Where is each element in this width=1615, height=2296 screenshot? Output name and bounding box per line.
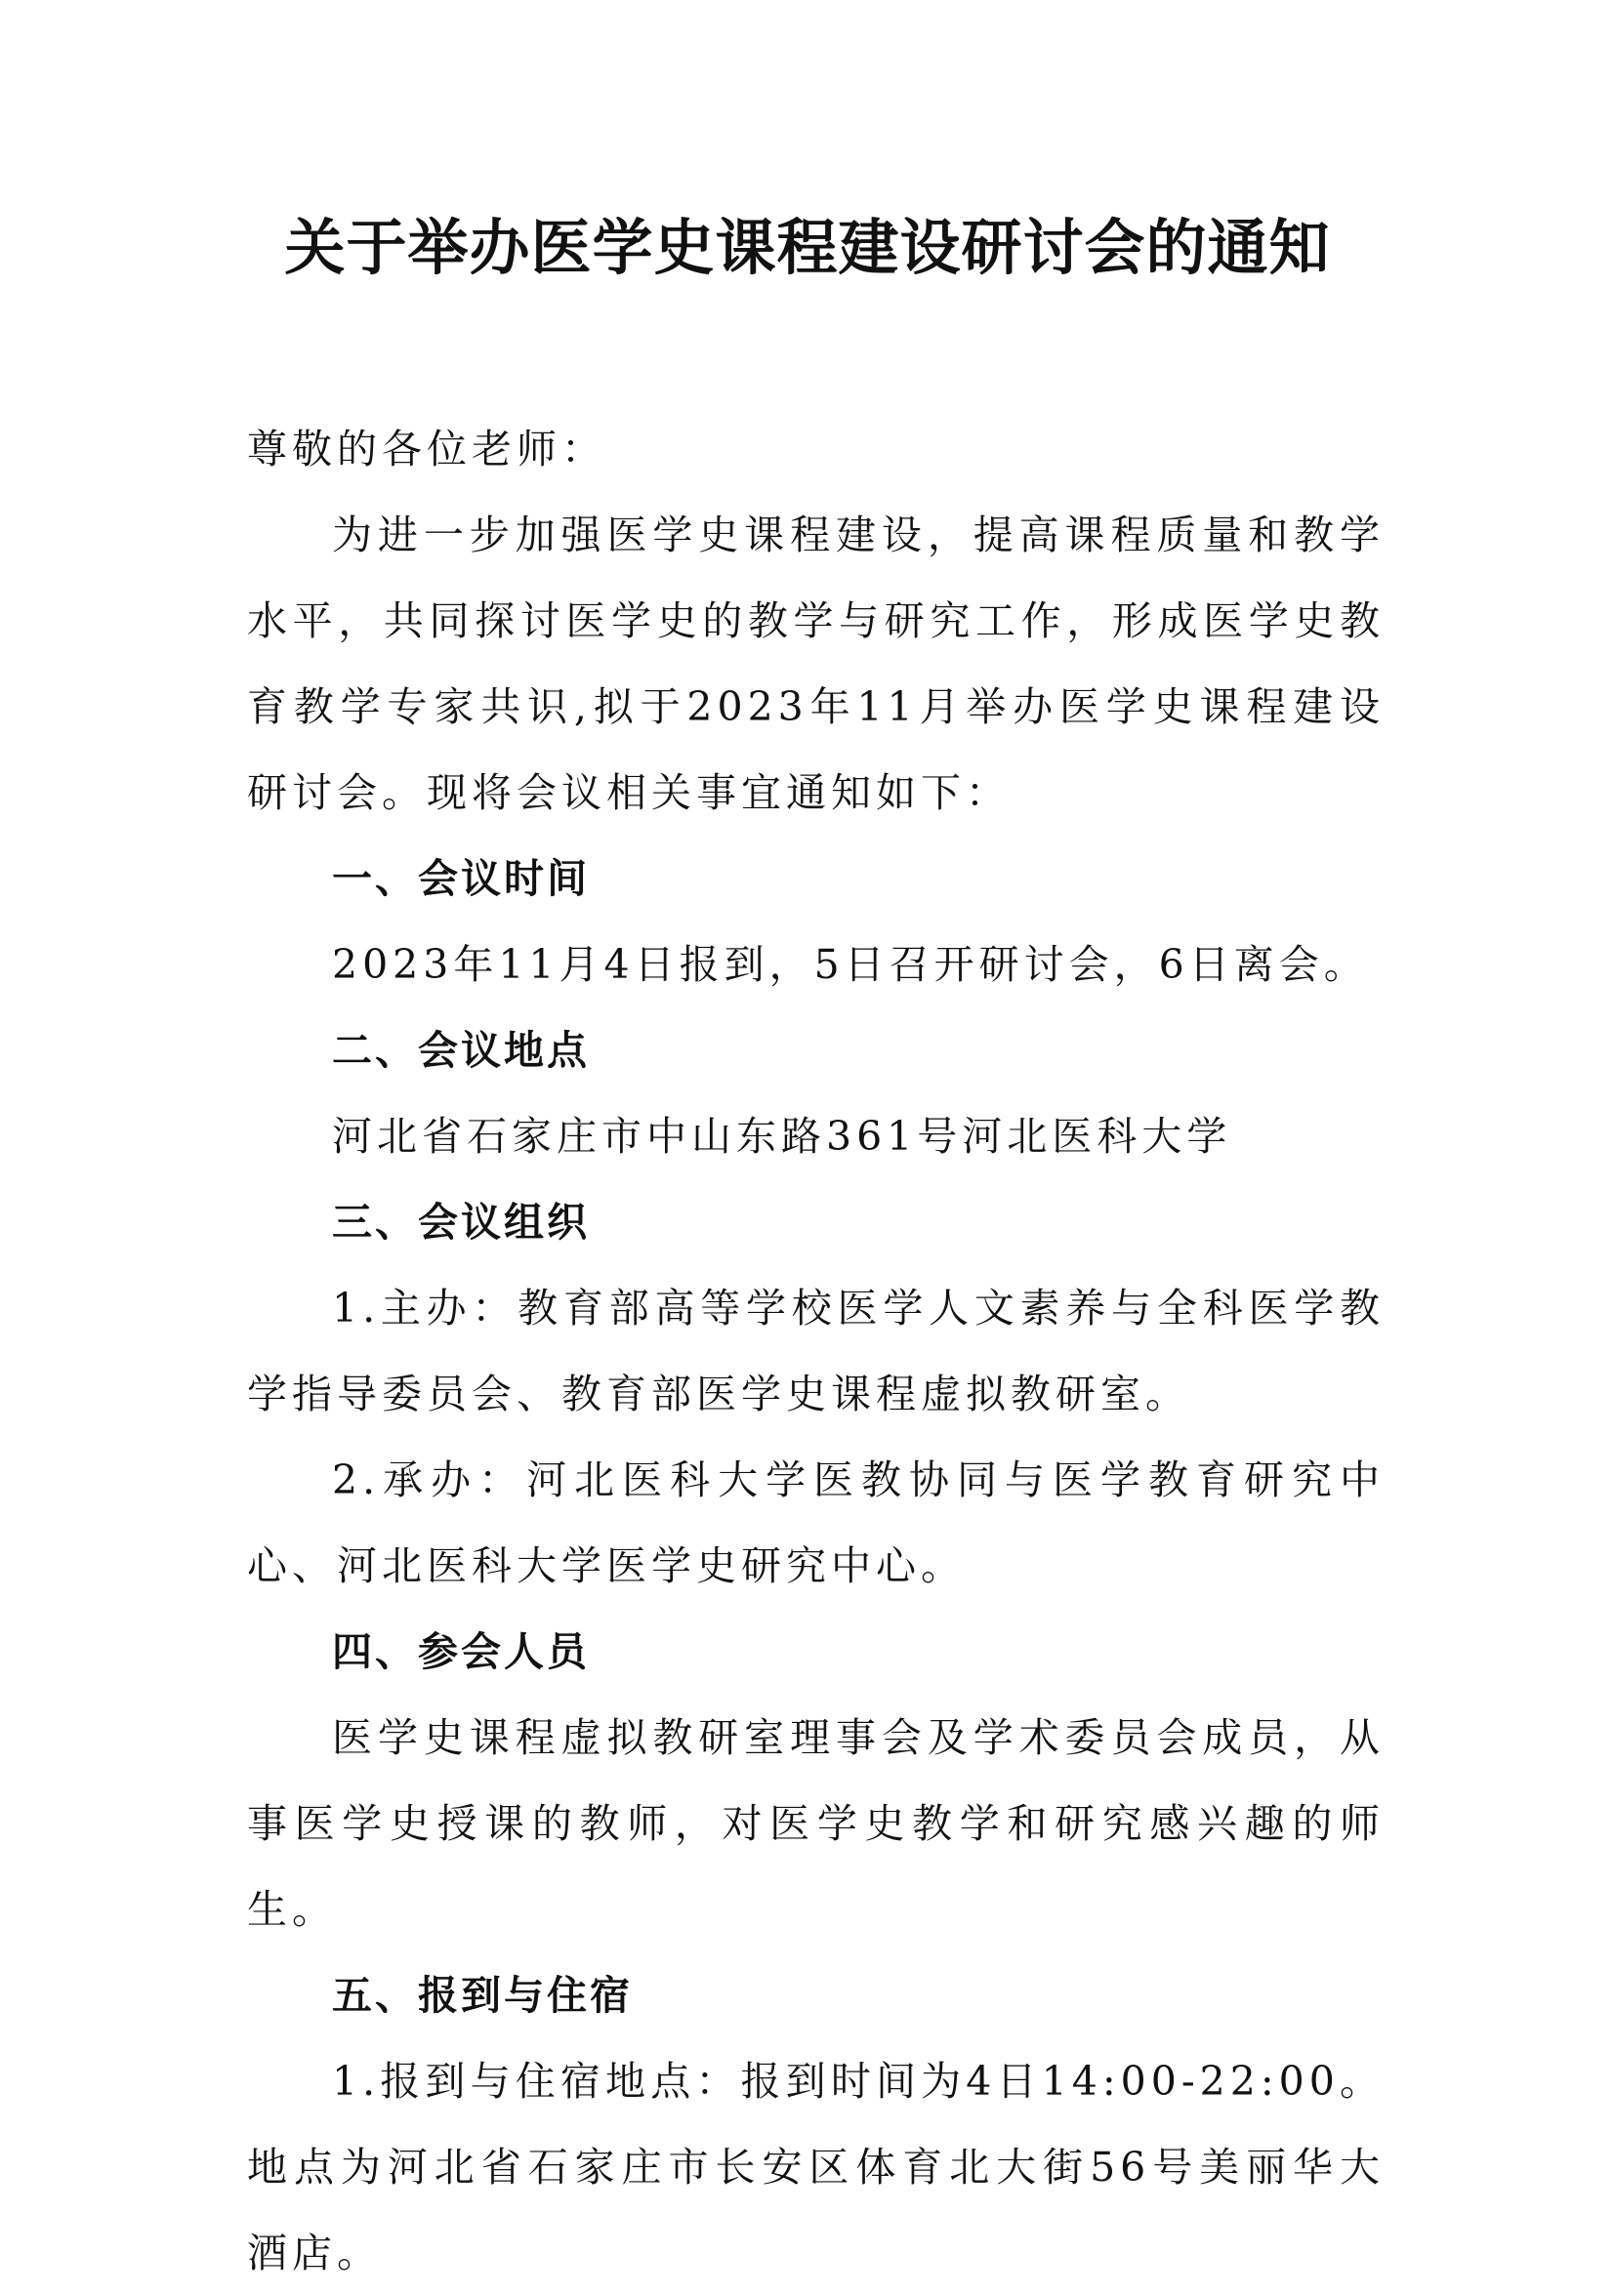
section-heading-organization: 三、会议组织 <box>332 1199 590 1246</box>
intro-paragraph: 为进一步加强医学史课程建设，提高课程质量和教学水平，共同探讨医学史的教学与研究工作，形成医学史教育教学专家共识,拟于2023年11月举办医学史课程建设研讨会。现将会议相关事宜通知如下： <box>247 512 1385 816</box>
section-heading-registration: 五、报到与住宿 <box>332 1972 633 2019</box>
document-body <box>247 406 1385 2296</box>
section-heading-participants: 四、参会人员 <box>332 1628 590 1675</box>
section-paragraph: 1.主办：教育部高等学校医学人文素养与全科医学教学指导委员会、教育部医学史课程虚拟教研室。 <box>247 1285 1385 1417</box>
section-paragraph: 2023年11月4日报到，5日召开研讨会，6日离会。 <box>332 941 1369 988</box>
section-paragraph: 2.承办：河北医科大学医教协同与医学教育研究中心、河北医科大学医学史研究中心。 <box>247 1456 1385 1589</box>
section-paragraph: 医学史课程虚拟教研室理事会及学术委员会成员，从事医学史授课的教师，对医学史教学和研究感兴趣的师生。 <box>247 1714 1385 1933</box>
section-heading-location: 二、会议地点 <box>332 1027 590 1074</box>
section-paragraph: 河北省石家庄市中山东路361号河北医科大学 <box>332 1113 1232 1160</box>
section-paragraph: 1.报到与住宿地点：报到时间为4日14:00-22:00。地点为河北省石家庄市长安区体育北大街56号美丽华大酒店。 <box>247 2058 1385 2276</box>
salutation: 尊敬的各位老师： <box>247 426 606 472</box>
section-heading-time: 一、会议时间 <box>332 855 590 902</box>
document-title: 关于举办医学史课程建设研讨会的通知 <box>284 212 1331 283</box>
